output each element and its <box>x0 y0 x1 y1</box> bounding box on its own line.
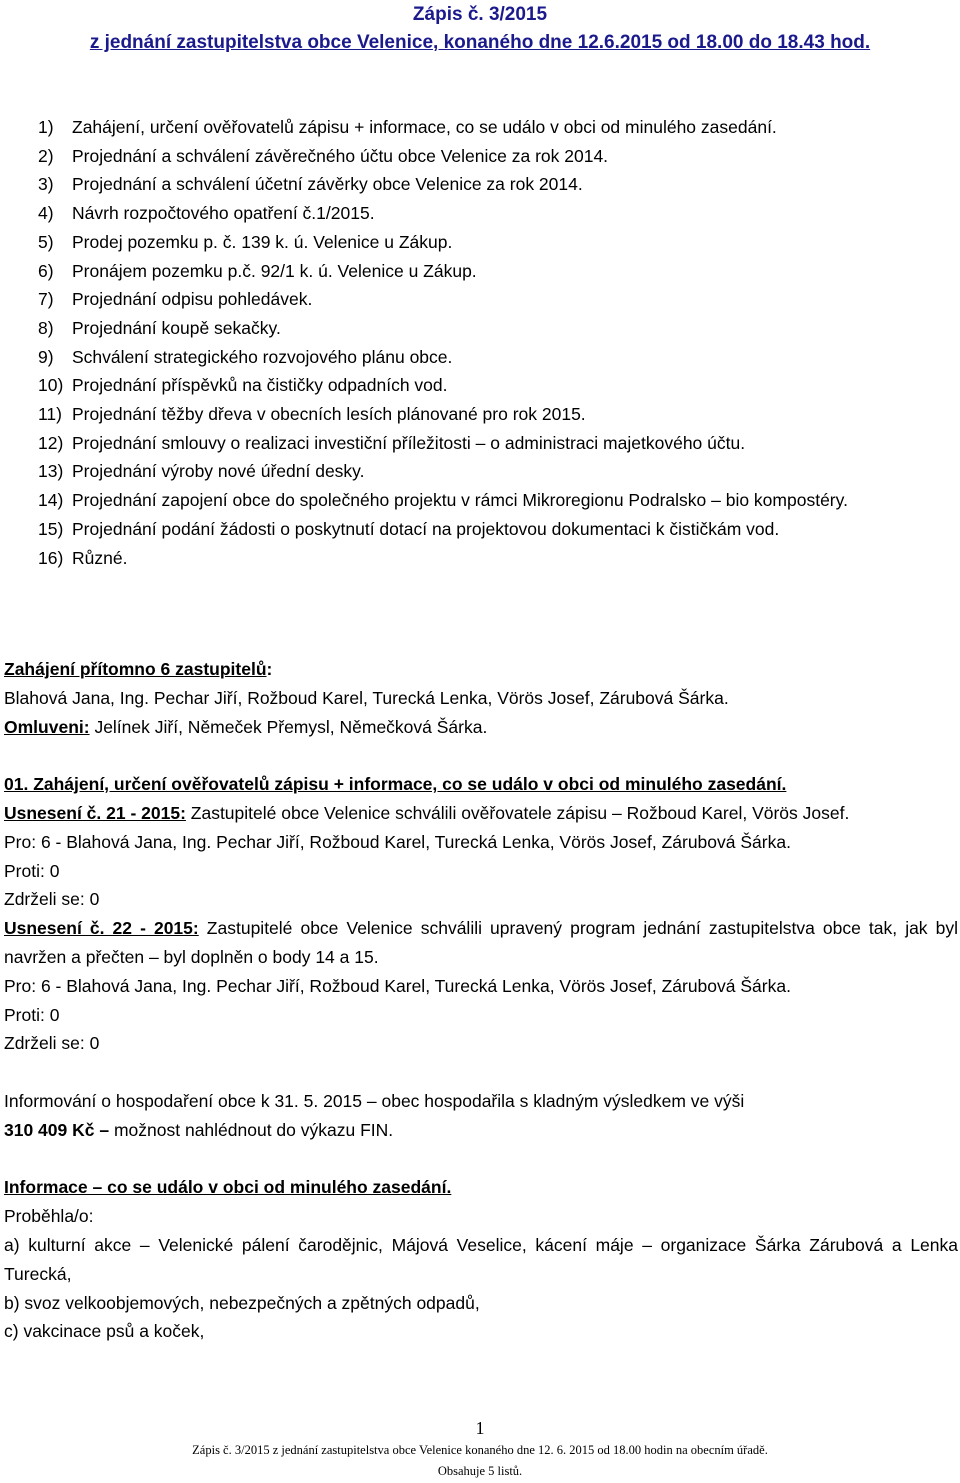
agenda-item-text: Prodej pozemku p. č. 139 k. ú. Velenice u Zákup. <box>72 231 453 252</box>
finance-amount-line <box>4 1116 958 1145</box>
footer-text: Zápis č. 3/2015 z jednání zastupitelstva obce Velenice konaného dne 12. 6. 2015 od 18.00 hodin na obecním úřadě. <box>192 1443 768 1457</box>
attendance-excused <box>4 713 958 742</box>
agenda-item-text: Zahájení, určení ověřovatelů zápisu + informace, co se událo v obci od minulého zasedání. <box>72 117 777 137</box>
spacer <box>4 1145 958 1174</box>
resolution-21-zdrzeli: Zdrželi se: 0 <box>4 889 100 910</box>
agenda-item <box>38 515 953 544</box>
resolution-21-proti: Proti: 0 <box>4 860 60 881</box>
agenda-item-number: 12) <box>38 432 64 453</box>
agenda-item <box>38 457 953 486</box>
resolution-22-pro: Pro: 6 - Blahová Jana, Ing. Pechar Jiří, Rožboud Karel, Turecká Lenka, Vörös Josef, Zárubová Šárka. <box>4 975 791 996</box>
agenda-item <box>38 400 953 429</box>
info-intro: Proběhla/o: <box>4 1206 94 1227</box>
finance-line: Informování o hospodaření obce k 31. 5. 2015 – obec hospodařila s kladným výsledkem ve výši <box>4 1090 745 1111</box>
agenda-item-number: 1) <box>38 117 54 137</box>
agenda-item-text: Projednání koupě sekačky. <box>72 317 281 338</box>
info-item: a) kulturní akce – Velenické pálení čarodějnic, Májová Veselice, kácení máje – organizace Šárka Zárubová a Lenka Turecká, <box>4 1234 958 1284</box>
resolution-21-text: Zastupitelé obce Velenice schválili ověřovatele zápisu – Rožboud Karel, Vörös Josef. <box>185 802 850 823</box>
agenda-item <box>38 371 953 400</box>
info-item: c) vakcinace psů a koček, <box>4 1321 205 1342</box>
agenda-item <box>38 486 953 515</box>
agenda-item <box>38 170 953 199</box>
resolution-22-proti: Proti: 0 <box>4 1004 60 1025</box>
agenda-item-number: 9) <box>38 346 54 367</box>
spacer <box>4 741 958 770</box>
agenda-item-number: 15) <box>38 518 64 539</box>
info-item: b) svoz velkoobjemových, nebezpečných a zpětných odpadů, <box>4 1292 480 1313</box>
agenda-item-text: Projednání smlouvy o realizaci investiční příležitosti – o administraci majetkového účtu. <box>72 432 746 453</box>
agenda-item-number: 10) <box>38 375 64 396</box>
agenda-item <box>38 429 953 458</box>
agenda-item-number: 13) <box>38 461 64 482</box>
agenda-item-text: Projednání a schválení účetní závěrky obce Velenice za rok 2014. <box>72 174 583 195</box>
agenda-item <box>38 199 953 228</box>
agenda-item-number: 2) <box>38 145 54 166</box>
agenda-item <box>38 314 953 343</box>
attendance-present: Blahová Jana, Ing. Pechar Jiří, Rožboud Karel, Turecká Lenka, Vörös Josef, Zárubová Šárka. <box>4 687 729 708</box>
agenda-item-number: 11) <box>38 404 62 425</box>
agenda-list <box>38 113 953 572</box>
attendance-heading: Zahájení přítomno 6 zastupitelů: <box>4 659 273 679</box>
resolution-21-label: Usnesení č. 21 - 2015: <box>4 802 186 823</box>
agenda-item-number: 8) <box>38 317 54 338</box>
agenda-item <box>38 343 953 372</box>
agenda-item-number: 3) <box>38 174 54 195</box>
resolution-22-label: Usnesení č. 22 - 2015: <box>4 918 199 939</box>
excused-label: Omluveni: <box>4 716 90 737</box>
excused-names: Jelínek Jiří, Němeček Přemysl, Němečková Šárka. <box>89 716 488 737</box>
spacer <box>4 1058 958 1087</box>
resolution-22-text: Zastupitelé obce Velenice schválili upravený program jednání zastupitelstva obce tak, jak byl navržen a přečten – byl doplněn o body 14 a 15. <box>4 918 958 967</box>
agenda-item-text: Projednání výroby nové úřední desky. <box>72 461 365 482</box>
agenda-item-text: Různé. <box>72 547 128 568</box>
agenda-item-text: Projednání příspěvků na čističky odpadních vod. <box>72 375 448 396</box>
agenda-item-number: 7) <box>38 289 54 310</box>
section-01-heading: 01. Zahájení, určení ověřovatelů zápisu + informace, co se událo v obci od minulého zasedání. <box>4 774 787 795</box>
agenda-item <box>38 257 953 286</box>
agenda-item-number: 4) <box>38 203 54 224</box>
agenda-item-text: Projednání podání žádosti o poskytnutí dotací na projektovou dokumentaci k čističkám vod. <box>72 518 780 539</box>
agenda-item-number: 6) <box>38 260 54 281</box>
agenda-item-number: 14) <box>38 490 64 511</box>
agenda-item-text: Projednání těžby dřeva v obecních lesích plánované pro rok 2015. <box>72 404 586 425</box>
agenda-item <box>38 544 953 573</box>
agenda-item <box>38 142 953 171</box>
info-heading: Informace – co se událo v obci od minulého zasedání. <box>4 1177 452 1198</box>
agenda-item <box>38 228 953 257</box>
document-subtitle: z jednání zastupitelstva obce Velenice, konaného dne 12.6.2015 od 18.00 do 18.43 hod. <box>89 32 871 53</box>
resolution-21 <box>4 799 958 828</box>
agenda-item-number: 5) <box>38 231 54 252</box>
resolution-21-pro: Pro: 6 - Blahová Jana, Ing. Pechar Jiří, Rožboud Karel, Turecká Lenka, Vörös Josef, Zárubová Šárka. <box>4 831 791 852</box>
resolution-22 <box>4 914 958 972</box>
agenda-item-text: Schválení strategického rozvojového plánu obce. <box>72 346 453 367</box>
resolution-22-zdrzeli: Zdrželi se: 0 <box>4 1033 100 1054</box>
agenda-item-text: Projednání odpisu pohledávek. <box>72 289 313 310</box>
agenda-item-number: 16) <box>38 547 64 568</box>
agenda-item-text: Pronájem pozemku p.č. 92/1 k. ú. Velenice u Zákup. <box>72 260 477 281</box>
agenda-item-text: Návrh rozpočtového opatření č.1/2015. <box>72 203 375 224</box>
minutes-body <box>4 655 958 1346</box>
finance-note: možnost nahlédnout do výkazu FIN. <box>109 1119 394 1140</box>
agenda-item-text: Projednání a schválení závěrečného účtu obce Velenice za rok 2014. <box>72 145 609 166</box>
agenda-item <box>38 113 953 142</box>
document-title: Zápis č. 3/2015 <box>412 4 548 25</box>
finance-amount: 310 409 Kč – <box>4 1119 110 1140</box>
footer-sheet-count: Obsahuje 5 listů. <box>437 1464 523 1478</box>
agenda-item <box>38 285 953 314</box>
agenda-item-text: Projednání zapojení obce do společného projektu v rámci Mikroregionu Podralsko – bio kompostéry. <box>72 490 848 511</box>
page-number: 1 <box>475 1418 485 1438</box>
